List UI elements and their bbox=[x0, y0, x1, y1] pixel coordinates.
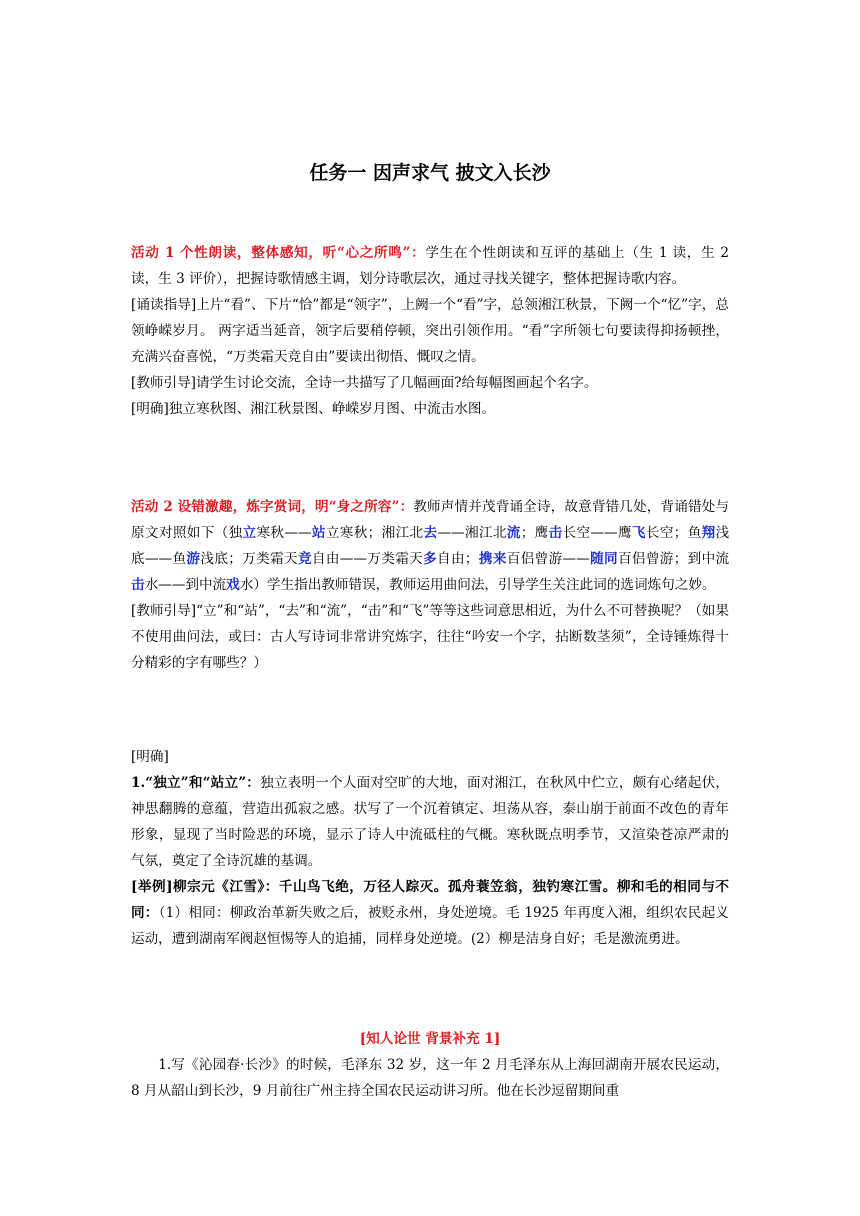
changed-word-highlight: 多 bbox=[423, 551, 438, 567]
pair-text: 鹰 bbox=[534, 525, 549, 541]
pair-text: ； bbox=[520, 525, 535, 541]
teacher-guide-1-paragraph bbox=[131, 370, 729, 396]
reading-guide-label: [诵读指导] bbox=[131, 297, 197, 313]
pair-text: 到中流 bbox=[687, 551, 730, 567]
original-word-highlight: 竞 bbox=[297, 551, 312, 567]
original-word-highlight: 携来 bbox=[478, 551, 507, 567]
activity-2-heading: 活动 2 设错激趣，炼字赏词，明“身之所容”： bbox=[131, 499, 414, 515]
activity-2-paragraph bbox=[131, 494, 729, 598]
teacher-guide-2-text: “立”和“站”，“去”和“流”，“击”和“飞”等等这些词意思相近，为什么不可替换呢？（如果不使用曲问法，或曰：古人写诗词非常讲究炼字，往往“吟安一个字，拈断数茎须”，全诗锤炼得十分精彩的字有哪些？） bbox=[131, 603, 729, 671]
pair-text: 百侣曾游； bbox=[617, 551, 688, 567]
reading-guide-paragraph bbox=[131, 292, 729, 370]
pair-text: 湘江北 bbox=[381, 525, 424, 541]
background-section bbox=[131, 1026, 729, 1104]
changed-word-highlight: 飞 bbox=[631, 525, 646, 541]
activity-2-section bbox=[131, 494, 729, 676]
example-heading: [举例]柳宗元《江雪》：千山鸟飞绝，万径人踪灭。孤舟蓑笠翁，独钓寒江雪。柳和毛的相同与不同： bbox=[131, 879, 729, 921]
pair-text: 万类霜天 bbox=[241, 551, 298, 567]
changed-word-highlight: 随同 bbox=[589, 551, 618, 567]
pair-text: 长空——鹰 bbox=[562, 525, 632, 541]
pair-text: 鱼 bbox=[687, 525, 702, 541]
page-title: 任务一 因声求气 披文入长沙 bbox=[309, 162, 551, 184]
activity-1-paragraph bbox=[131, 240, 729, 292]
activity-1-heading: 活动 1 个性朗读，整体感知，听“心之所鸣”： bbox=[131, 245, 426, 261]
changed-word-highlight: 游 bbox=[186, 551, 201, 567]
pair-text: 浅底——鱼 bbox=[131, 525, 730, 567]
teacher-guide-1-text: 请学生讨论交流，全诗一共描写了几幅画面?给每幅图画起个名字。 bbox=[195, 375, 598, 391]
activity-1-section bbox=[131, 240, 729, 422]
example-text: （1）相同：柳政治革新失败之后，被贬永州，身处逆境。毛 1925 年再度入湘，组织农民起义运动，遭到湖南军阀赵恒惕等人的追捕，同样身处逆境。(2）柳是洁身自好；毛是激流勇进。 bbox=[131, 905, 729, 947]
clarify-1-text: 独立寒秋图、湘江秋景图、峥嵘岁月图、中流击水图。 bbox=[168, 401, 496, 417]
activity-1-text: 学生在个性朗读和互评的基础上（生 1 读，生 2 读，生 3 评价），把握诗歌情感主调，划分诗歌层次，通过寻找关键字，整体把握诗歌内容。 bbox=[131, 245, 730, 287]
changed-word-highlight: 站 bbox=[311, 525, 326, 541]
clarify-2-label: [明确] bbox=[131, 749, 169, 765]
clarify-1-label: [明确] bbox=[131, 401, 169, 417]
clarify-2-item-1 bbox=[131, 770, 729, 874]
pair-text: 百侣曾游—— bbox=[506, 551, 590, 567]
background-text: 1.写《沁园春·长沙》的时候，毛泽东 32 岁，这一年 2 月毛泽东从上海回湖南开展农民运动，8 月从韶山到长沙，9 月前往广州主持全国农民运动讲习所。他在长沙逗留期间重 bbox=[131, 1057, 729, 1099]
example-paragraph bbox=[131, 874, 729, 952]
pair-text: 水——到中流 bbox=[144, 577, 227, 593]
pair-text: 水 bbox=[239, 577, 254, 593]
pair-text: ——湘江北 bbox=[437, 525, 507, 541]
pair-text: 自由； bbox=[437, 551, 479, 567]
original-word-highlight: 去 bbox=[423, 525, 438, 541]
teacher-guide-1-label: [教师引导] bbox=[131, 375, 196, 391]
clarify-1-paragraph bbox=[131, 396, 729, 422]
pair-text: 浅底； bbox=[200, 551, 242, 567]
pair-text: 独 bbox=[228, 525, 243, 541]
background-heading: [知人论世 背景补充 1] bbox=[359, 1031, 501, 1047]
original-word-highlight: 立 bbox=[242, 525, 257, 541]
original-word-highlight: 击 bbox=[548, 525, 563, 541]
changed-word-highlight: 流 bbox=[506, 525, 521, 541]
original-word-highlight: 击 bbox=[131, 577, 145, 593]
pair-text: 寒秋—— bbox=[256, 525, 312, 541]
teacher-guide-2-label: [教师引导] bbox=[131, 603, 197, 619]
pair-text: 立寒秋； bbox=[325, 525, 382, 541]
activity-2-outro: ）学生指出教师错误，教师运用曲问法，引导学生关注此词的选词炼句之妙。 bbox=[253, 577, 716, 593]
teacher-guide-2-paragraph bbox=[131, 598, 729, 676]
changed-word-highlight: 戏 bbox=[226, 577, 240, 593]
pair-text: 长空； bbox=[645, 525, 688, 541]
original-word-highlight: 翔 bbox=[701, 525, 716, 541]
reading-guide-text: 上片“看”、下片“恰”都是“领字”，上阙一个“看”字，总领湘江秋景，下阙一个“忆”字，总领峥嵘岁月。 两字适当延音，领字后要稍停顿，突出引领作用。“看”字所领七句要读得抑扬顿挫，充满兴奋喜悦，“万类霜天竞自由”要读出彻悟、慨叹之情。 bbox=[131, 297, 729, 365]
item-1-text: 独立表明一个人面对空旷的大地，面对湘江，在秋风中伫立，颇有心绪起伏，神思翻腾的意蕴，营造出孤寂之感。状写了一个沉着镇定、坦荡从容，泰山崩于前面不改色的青年形象，显现了当时险恶的环境，显示了诗人中流砥柱的气概。寒秋既点明季节，又渲染苍凉严肃的气氛，奠定了全诗沉雄的基调。 bbox=[131, 775, 730, 869]
activity-2-intro: 教师声情并茂背诵全诗，故意背错几处，背诵错处与原文对照如下（ bbox=[131, 499, 729, 541]
item-1-heading: 1.“独立”和“站立”： bbox=[131, 775, 261, 791]
clarify-2-section bbox=[131, 744, 729, 952]
pair-text: 自由——万类霜天 bbox=[311, 551, 424, 567]
